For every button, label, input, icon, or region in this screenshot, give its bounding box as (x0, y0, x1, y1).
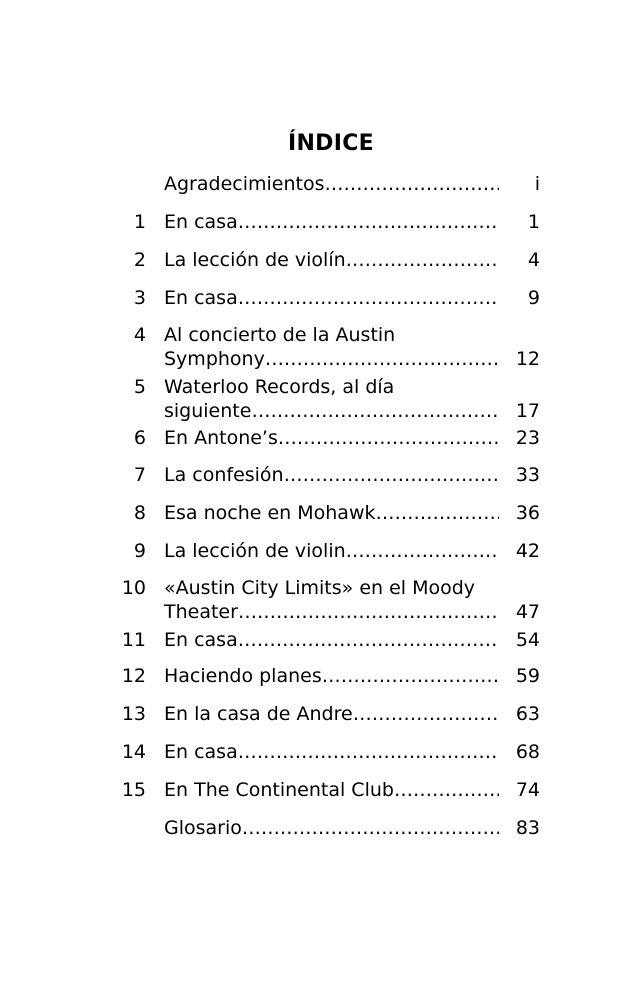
chapter-title-line: En la casa de Andre …………………………………………………………………………… (164, 702, 499, 726)
page-number: 47 (515, 601, 540, 623)
page-number: 83 (515, 817, 540, 839)
chapter-title (164, 323, 499, 371)
chapter-number: 1 (133, 211, 146, 233)
page-number: 9 (527, 287, 540, 309)
chapter-title (164, 286, 499, 310)
chapter-title-line: La confesión …………………………………………………………………………… (164, 463, 499, 487)
page-number: 74 (515, 779, 540, 801)
chapter-title (164, 210, 499, 234)
chapter-number: 10 (121, 577, 146, 599)
toc-heading: ÍNDICE (287, 131, 375, 156)
chapter-title-line: En Antone’s …………………………………………………………………………… (164, 426, 499, 450)
chapter-title-line: Theater …………………………………………………………………………… (164, 600, 499, 624)
page-number: 12 (515, 348, 540, 370)
chapter-title-line: «Austin City Limits» en el Moody (164, 577, 476, 599)
chapter-title (164, 375, 499, 423)
chapter-number: 3 (133, 287, 146, 309)
page-number: 4 (527, 249, 540, 271)
chapter-number: 6 (133, 427, 146, 449)
chapter-title (164, 576, 499, 624)
chapter-number: 11 (121, 629, 146, 651)
page-number: 59 (515, 665, 540, 687)
chapter-title-line: Waterloo Records, al día (164, 376, 395, 398)
page-number: 36 (515, 502, 540, 524)
chapter-title (164, 816, 499, 840)
chapter-number: 7 (133, 464, 146, 486)
chapter-number: 4 (133, 324, 146, 346)
chapter-title (164, 539, 499, 563)
page-number: 1 (527, 211, 540, 233)
chapter-number: 14 (121, 741, 146, 763)
page-number: 17 (515, 400, 540, 422)
chapter-number: 8 (133, 502, 146, 524)
chapter-number: 5 (133, 376, 146, 398)
chapter-number: 2 (133, 249, 146, 271)
chapter-title-line: Al concierto de la Austin (164, 324, 396, 346)
chapter-title-line: Glosario …………………………………………………………………………… (164, 816, 499, 840)
chapter-title-line: Haciendo planes …………………………………………………………………………… (164, 664, 499, 688)
chapter-title (164, 426, 499, 450)
page-number: i (534, 173, 540, 195)
chapter-title-line: En casa …………………………………………………………………………… (164, 740, 499, 764)
chapter-title (164, 664, 499, 688)
page-number: 23 (515, 427, 540, 449)
page-number: 63 (515, 703, 540, 725)
chapter-title-line: En The Continental Club …………………………………………………………………………… (164, 778, 499, 802)
chapter-title-line: Esa noche en Mohawk …………………………………………………………………………… (164, 501, 499, 525)
chapter-title-line: En casa …………………………………………………………………………… (164, 210, 499, 234)
chapter-number: 9 (133, 540, 146, 562)
chapter-title-line: Agradecimientos …………………………………………………………………………… (164, 172, 499, 196)
chapter-title (164, 172, 499, 196)
chapter-title-line: En casa …………………………………………………………………………… (164, 628, 499, 652)
chapter-title-line: Symphony …………………………………………………………………………… (164, 347, 499, 371)
chapter-title-line: En casa …………………………………………………………………………… (164, 286, 499, 310)
page-number: 33 (515, 464, 540, 486)
chapter-title (164, 628, 499, 652)
chapter-title (164, 778, 499, 802)
chapter-title (164, 702, 499, 726)
chapter-title-line: siguiente …………………………………………………………………………… (164, 399, 499, 423)
chapter-title (164, 740, 499, 764)
chapter-title-line: La lección de violin …………………………………………………………………………… (164, 539, 499, 563)
chapter-title (164, 463, 499, 487)
chapter-title (164, 248, 499, 272)
chapter-title-line: La lección de violín …………………………………………………………………………… (164, 248, 499, 272)
chapter-title (164, 501, 499, 525)
page-number: 54 (515, 629, 540, 651)
page-number: 42 (515, 540, 540, 562)
chapter-number: 13 (121, 703, 146, 725)
chapter-number: 15 (121, 779, 146, 801)
chapter-number: 12 (121, 665, 146, 687)
page-number: 68 (515, 741, 540, 763)
